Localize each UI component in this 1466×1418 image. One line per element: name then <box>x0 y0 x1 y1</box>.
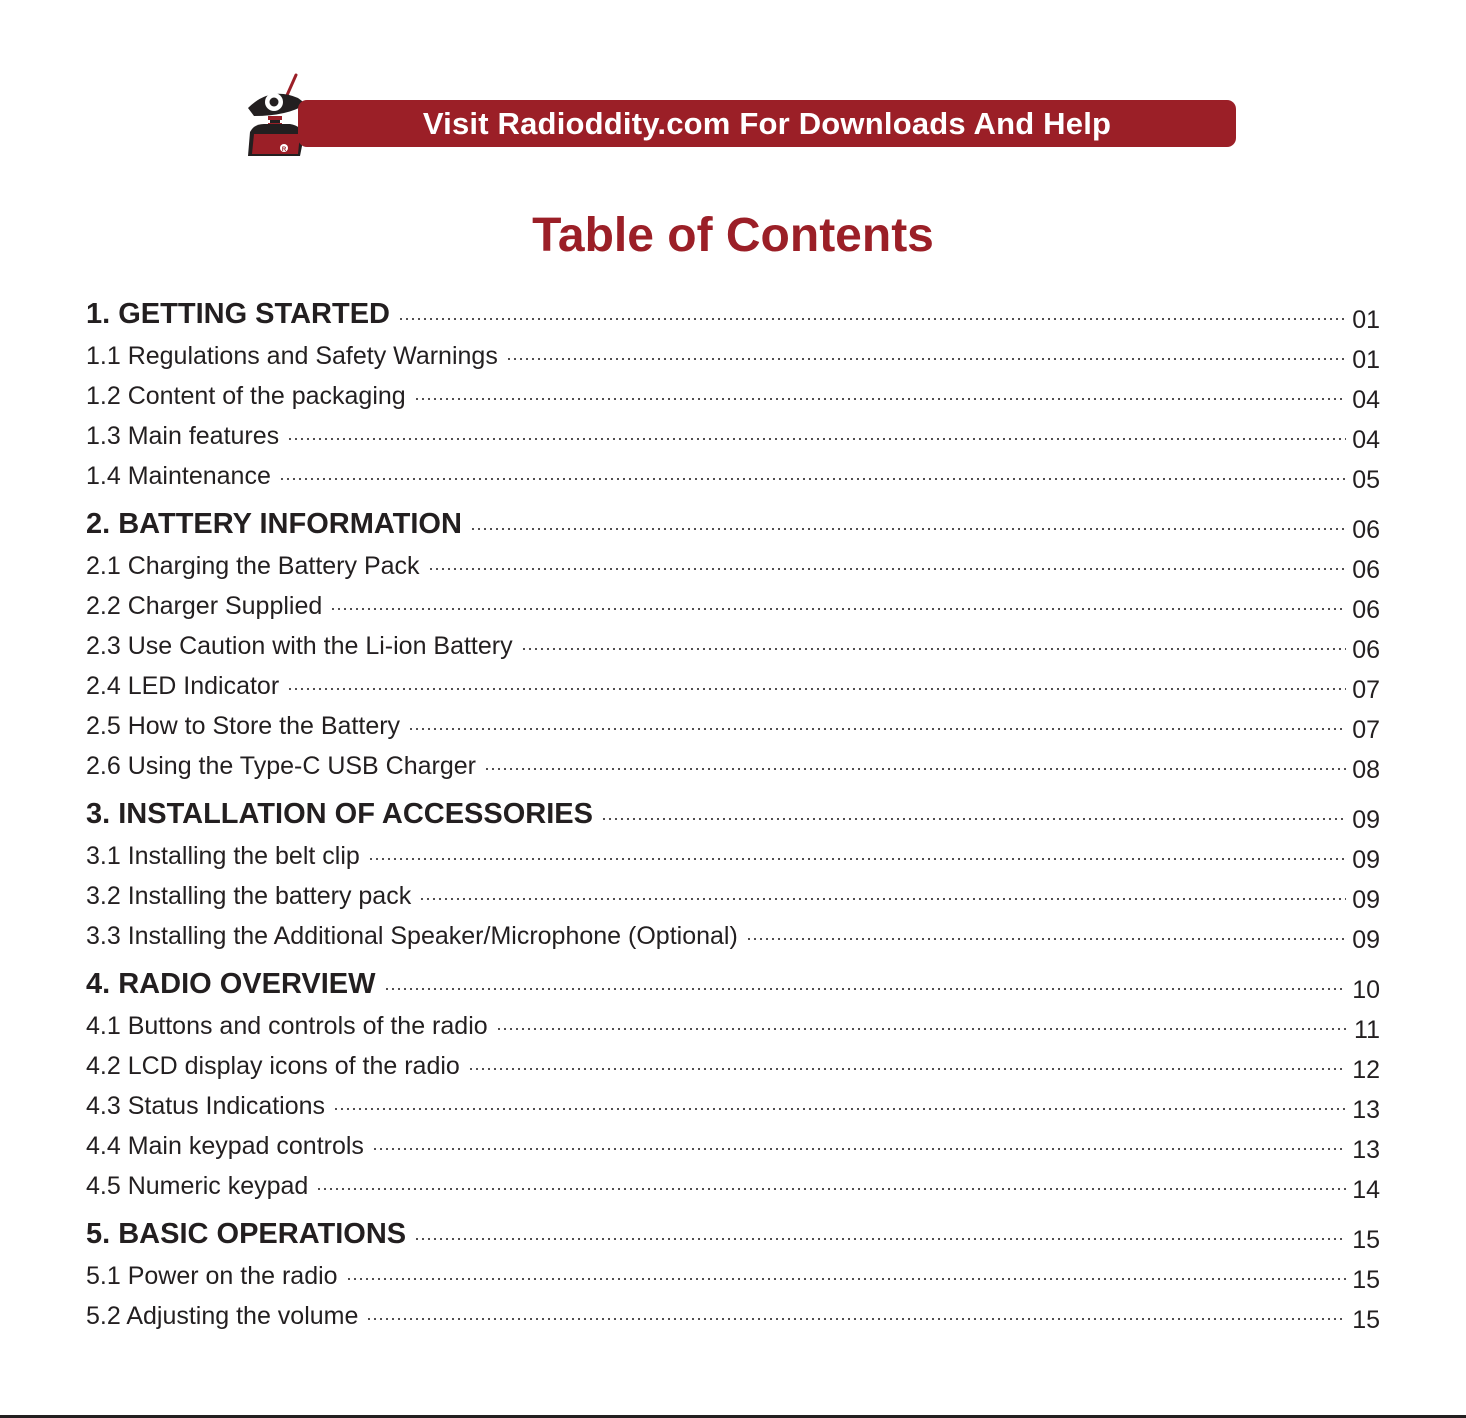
dot-leader <box>287 688 1346 690</box>
dot-leader <box>372 1148 1346 1150</box>
toc-entry-row[interactable] <box>86 834 1380 874</box>
dot-leader <box>316 1188 1346 1190</box>
toc-page-number: 15 <box>1352 1306 1380 1334</box>
toc-page-number: 09 <box>1352 846 1380 874</box>
toc-entry-title: 3.3 Installing the Additional Speaker/Microphone (Optional) <box>86 922 738 950</box>
dot-leader <box>414 1238 1346 1240</box>
dot-leader <box>428 568 1347 570</box>
toc-entry-title: 4.4 Main keypad controls <box>86 1132 364 1160</box>
toc-page-number: 15 <box>1352 1226 1380 1254</box>
svg-text:R: R <box>281 147 287 153</box>
toc-page-number: 14 <box>1352 1176 1380 1204</box>
dot-leader <box>408 728 1346 730</box>
toc-page-number: 04 <box>1352 426 1380 454</box>
toc-page-number: 07 <box>1352 676 1380 704</box>
toc-entry-title: 2.6 Using the Type-C USB Charger <box>86 752 477 780</box>
toc-entry-title: 4.1 Buttons and controls of the radio <box>86 1012 488 1040</box>
toc-entry-title: 1.4 Maintenance <box>86 462 271 490</box>
toc-entry-row[interactable] <box>86 454 1380 494</box>
toc-entry-title: 5.1 Power on the radio <box>86 1262 338 1290</box>
toc-section-row[interactable] <box>86 294 1380 334</box>
toc-page-number: 10 <box>1352 976 1380 1004</box>
toc-page-number: 01 <box>1352 306 1380 334</box>
dot-leader <box>506 358 1346 360</box>
toc-entry-title: 3.2 Installing the battery pack <box>86 882 412 910</box>
dot-leader <box>601 818 1346 820</box>
help-banner <box>240 72 1240 162</box>
dot-leader <box>419 898 1346 900</box>
toc-entry-row[interactable] <box>86 744 1380 784</box>
toc-section-row[interactable] <box>86 1214 1380 1254</box>
toc-entry-row[interactable] <box>86 374 1380 414</box>
toc-page-number: 09 <box>1352 926 1380 954</box>
toc-entry-title: 1.2 Content of the packaging <box>86 382 406 410</box>
dot-leader <box>484 768 1346 770</box>
toc-page-number: 07 <box>1352 716 1380 744</box>
toc-page-number: 09 <box>1352 886 1380 914</box>
toc-entry-row[interactable] <box>86 874 1380 914</box>
toc-page-number: 11 <box>1354 1016 1380 1044</box>
toc-page-number: 05 <box>1352 466 1380 494</box>
toc-page-number: 01 <box>1352 346 1380 374</box>
toc-entry-title: 2.3 Use Caution with the Li-ion Battery <box>86 632 513 660</box>
dot-leader <box>366 1318 1346 1320</box>
toc-page-number: 09 <box>1352 806 1380 834</box>
dot-leader <box>287 438 1346 440</box>
toc-entry-title: 4.3 Status Indications <box>86 1092 326 1120</box>
toc-section-title: 3. INSTALLATION OF ACCESSORIES <box>86 798 593 830</box>
toc-entry-row[interactable] <box>86 1294 1380 1334</box>
dot-leader <box>330 608 1346 610</box>
toc-section-title: 2. BATTERY INFORMATION <box>86 508 462 540</box>
toc-section-row[interactable] <box>86 504 1380 544</box>
dot-leader <box>521 648 1347 650</box>
toc-entry-row[interactable] <box>86 1164 1380 1204</box>
toc-page-number: 13 <box>1352 1136 1380 1164</box>
dot-leader <box>333 1108 1346 1110</box>
toc-entry-title: 4.2 LCD display icons of the radio <box>86 1052 460 1080</box>
toc-page-number: 15 <box>1352 1266 1380 1294</box>
dot-leader <box>496 1028 1348 1030</box>
toc-entry-row[interactable] <box>86 1124 1380 1164</box>
toc-page-number: 06 <box>1352 556 1380 584</box>
toc-entry-title: 1.1 Regulations and Safety Warnings <box>86 342 498 370</box>
dot-leader <box>398 318 1346 320</box>
toc-entry-row[interactable] <box>86 414 1380 454</box>
toc-entry-row[interactable] <box>86 704 1380 744</box>
toc-page-number: 06 <box>1352 636 1380 664</box>
dot-leader <box>746 938 1346 940</box>
toc-entry-title: 2.2 Charger Supplied <box>86 592 323 620</box>
toc-page-number: 08 <box>1352 756 1380 784</box>
dot-leader <box>414 398 1347 400</box>
toc-entry-row[interactable] <box>86 1044 1380 1084</box>
dot-leader <box>468 1068 1346 1070</box>
dot-leader <box>346 1278 1347 1280</box>
toc-entry-row[interactable] <box>86 1084 1380 1124</box>
dot-leader <box>368 858 1346 860</box>
toc-entry-title: 2.4 LED Indicator <box>86 672 280 700</box>
toc-page-number: 12 <box>1352 1056 1380 1084</box>
toc-page-number: 06 <box>1352 516 1380 544</box>
toc-entry-title: 3.1 Installing the belt clip <box>86 842 360 870</box>
toc-section-title: 4. RADIO OVERVIEW <box>86 968 376 1000</box>
dot-leader <box>470 528 1346 530</box>
toc-entry-title: 2.5 How to Store the Battery <box>86 712 401 740</box>
dot-leader <box>279 478 1346 480</box>
toc-section-title: 5. BASIC OPERATIONS <box>86 1218 407 1250</box>
toc-entry-row[interactable] <box>86 914 1380 954</box>
toc-entry-row[interactable] <box>86 624 1380 664</box>
toc-entry-title: 5.2 Adjusting the volume <box>86 1302 359 1330</box>
toc-section-row[interactable] <box>86 964 1380 1004</box>
toc-section-title: 1. GETTING STARTED <box>86 298 390 330</box>
toc-entry-row[interactable] <box>86 544 1380 584</box>
toc-entry-row[interactable] <box>86 584 1380 624</box>
toc-entry-title: 2.1 Charging the Battery Pack <box>86 552 420 580</box>
toc-entry-title: 4.5 Numeric keypad <box>86 1172 309 1200</box>
toc-entry-row[interactable] <box>86 1004 1380 1044</box>
toc-entry-row[interactable] <box>86 334 1380 374</box>
toc-entry-title: 1.3 Main features <box>86 422 280 450</box>
banner-text: Visit Radioddity.com For Downloads And Help <box>422 106 1112 141</box>
dot-leader <box>384 988 1347 990</box>
toc-page-number: 06 <box>1352 596 1380 624</box>
toc-entry-row[interactable] <box>86 1254 1380 1294</box>
toc-page-number: 04 <box>1352 386 1380 414</box>
toc-entry-row[interactable] <box>86 664 1380 704</box>
page-title: Table of Contents <box>532 209 934 262</box>
toc-section-row[interactable] <box>86 794 1380 834</box>
toc-page-number: 13 <box>1352 1096 1380 1124</box>
